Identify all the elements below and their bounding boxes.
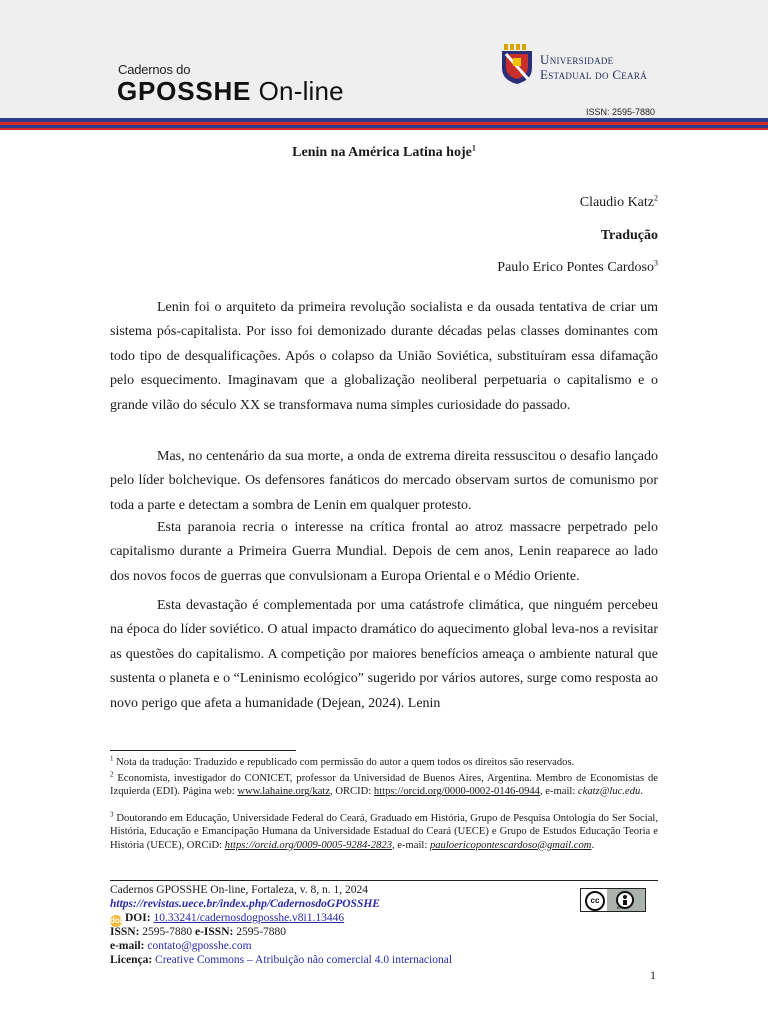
translator-footnote-ref[interactable]: 3 <box>654 258 658 268</box>
creative-commons-badge[interactable] <box>580 888 646 912</box>
footnote-number: 2 <box>110 770 114 779</box>
footnote-number: 1 <box>110 754 114 763</box>
translation-label: Tradução <box>600 228 658 243</box>
eissn-value: 2595-7880 <box>236 926 287 938</box>
body-paragraph: Esta paranoia recria o interesse na crítica frontal ao atroz massacre perpetrado pelo capitalismo durante a Primeira Guerra Mundial. Depois de cem anos, Lenin reaparece ao lado dos novos focos de guerras que convulsionam a Europa Oriental e o Médio Oriente. <box>110 520 658 584</box>
footnote-text: Doutorando em Educação, Universidade Federal do Ceará, Graduado em História, Grupo de Pesquisa Ontologia do Ser Social, História, Educação e Emancipação Humana da Universidade Estadual do Ceará (UECE) e Grupo de Estudos Educação Teoria e História (UECE), ORCiD: <box>110 813 658 851</box>
body-paragraph: Esta devastação é complementada por uma catástrofe climática, que ninguém percebeu na época do líder soviético. O atual impacto dramático do aquecimento global leva-nos a revisitar as questões do capitalismo. A competição por maiores benefícios ameaça o ambiente natural que sustenta o planeta e o “Leninismo ecológico” sugerido por vários autores, surge como resposta ao novo perigo que afeta a humanidade (Dejean, 2024). Lenin <box>110 598 658 711</box>
email-label: e-mail: <box>110 940 148 952</box>
author-orcid-link[interactable]: https://orcid.org/0000-0002-0146-0944 <box>373 786 540 798</box>
author-footnote-ref[interactable]: 2 <box>654 193 658 203</box>
journal-logo-light: On-line <box>251 76 344 106</box>
footnote-text: . <box>640 786 643 798</box>
body-paragraph: Mas, no centenário da sua morte, a onda de extrema direita ressuscitou o desafio lançado pelo líder bolchevique. Os defensores fanáticos do mercado observam surtos de comunismo por toda a parte e detectam a sombra de Lenin em qualquer protesto. <box>110 449 658 513</box>
page-number: 1 <box>650 968 656 982</box>
article-title <box>0 145 768 161</box>
footer-doi <box>110 912 344 927</box>
translator <box>497 260 658 276</box>
translator-orcid-link[interactable]: https://orcid.org/0009-0005-9284-2823 <box>224 839 392 851</box>
header-band <box>0 0 768 118</box>
footnote-text: . <box>591 839 595 851</box>
by-label: BY <box>617 905 623 910</box>
license-label: Licença: <box>110 954 156 966</box>
issn-value: 2595-7880 <box>142 926 195 938</box>
journal-logo-small: Cadernos do <box>118 62 191 77</box>
translator-email-link[interactable]: pauloericopontescardoso@gmail.com <box>429 839 592 851</box>
doi-icon: doi <box>110 916 122 925</box>
eissn-label: e-ISSN: <box>195 926 237 938</box>
article-title-text: Lenin na América Latina hoje <box>292 145 472 160</box>
journal-url-link[interactable]: https://revistas.uece.br/index.php/CadernosdoGPOSSHE <box>110 898 380 910</box>
header-issn: ISSN: 2595-7880 <box>586 107 656 117</box>
author <box>580 195 658 211</box>
author-website-link[interactable]: www.lahaine.org/katz <box>237 786 331 798</box>
author-email-link[interactable]: ckatz@luc.edu <box>577 786 641 798</box>
journal-logo-bold: GPOSSHE <box>117 76 252 106</box>
issn-label: ISSN: <box>110 926 143 938</box>
title-footnote-ref[interactable]: 1 <box>471 143 476 153</box>
doi-label: DOI: <box>125 912 154 924</box>
footnote-2 <box>110 772 658 799</box>
translator-name: Paulo Erico Pontes Cardoso <box>497 260 654 275</box>
footnote-3 <box>110 812 658 852</box>
license-link[interactable]: Creative Commons – Atribuição não comercial 4.0 internacional <box>155 954 453 966</box>
body-paragraph: Lenin foi o arquiteto da primeira revolução socialista e da ousada tentativa de criar um sistema pós-capitalista. Por isso foi demonizado durante décadas pelas classes dominantes com todo tipo de desqualificações. Após o colapso da União Soviética, substituíram essa difamação pelo esquecimento. Imaginavam que a globalização neoliberal perpetuaria o capitalismo e o grande vilão do século XX se transformava numa simples curiosidade do passado. <box>110 300 658 413</box>
university-name-line2: Estadual do Ceará <box>540 67 647 82</box>
university-seal-icon <box>500 44 534 84</box>
journal-logo <box>117 76 344 107</box>
footnote-text: Economista, investigador do CONICET, professor da Universidad de Buenos Aires, Argentina. Membro de Economistas de Izquierda (EDI). Página web: <box>110 773 658 798</box>
footnote-1 <box>110 756 658 769</box>
footnote-text: , ORCID: <box>330 786 374 798</box>
footnote-divider <box>110 750 296 751</box>
footnote-number: 3 <box>110 810 114 819</box>
footer-license <box>110 954 452 968</box>
footer-issn <box>110 926 286 940</box>
author-name: Claudio Katz <box>579 195 654 210</box>
footnote-text: , e-mail: <box>392 839 430 851</box>
footnote-text: , e-mail: <box>539 786 578 798</box>
footer-divider <box>110 880 658 881</box>
cc-icon: cc <box>585 891 605 911</box>
doi-link[interactable]: 10.33241/cadernosdogposshe.v8i1.13446 <box>153 912 345 924</box>
university-name-line1: Universidade <box>540 52 614 67</box>
footer-citation: Cadernos GPOSSHE On-line, Fortaleza, v. 8, n. 1, 2024 <box>110 884 368 896</box>
footnote-text: Nota da tradução: Traduzido e republicado com permissão do autor a quem todos os direitos são reservados. <box>113 757 575 768</box>
university-name <box>540 52 647 82</box>
footer-email <box>110 940 252 954</box>
header-stripe-red-2 <box>0 128 768 130</box>
contact-email-link[interactable]: contato@gposshe.com <box>147 940 252 952</box>
